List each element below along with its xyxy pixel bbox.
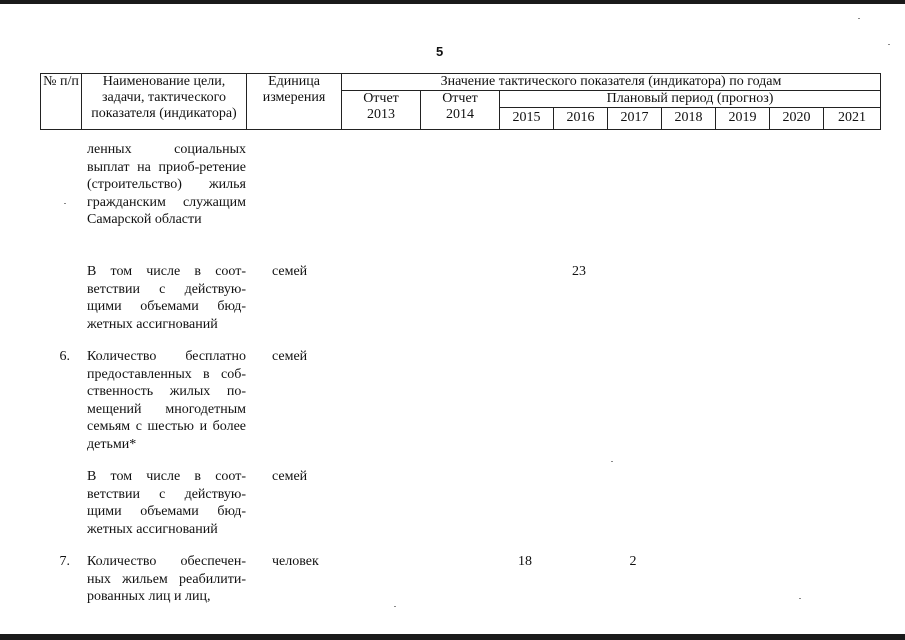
header-year: 2015 [500,108,554,130]
header-unit: Единица измерения [247,74,342,130]
scan-speck [611,461,613,462]
scan-speck [64,203,66,204]
top-border [0,0,905,4]
row-value-2015: 18 [518,554,532,569]
row-unit: семей [272,264,308,279]
header-year: 2019 [716,108,770,130]
scan-speck [888,44,890,45]
row-name: В том числе в соот-ветствии с действую-щими объемами бюд-жетных ассигнований [87,264,246,332]
row-name: Количество обеспечен-ных жильем реабилити-рованных лиц и лиц, [87,554,246,604]
row-name: Количество бесплатно предоставленных в соб-ственность жилых по-мещений многодетным семьям с шестью и более детьми* [87,349,246,452]
header-report-2014: Отчет 2014 [421,91,500,130]
header-report-2013: Отчет 2013 [342,91,421,130]
page-number: 5 [436,44,444,59]
row-value-2016: 23 [572,264,586,279]
row-number: 6. [59,349,70,364]
row-number: 7. [59,554,70,569]
header-values: Значение тактического показателя (индикатора) по годам [342,74,881,91]
scan-speck [858,18,860,19]
row-name: В том числе в соот-ветствии с действую-щими объемами бюд-жетных ассигнований [87,469,246,537]
header-plan-period: Плановый период (прогноз) [500,91,881,108]
scan-speck [394,606,396,607]
header-year: 2020 [770,108,824,130]
table-header [40,73,881,130]
row-unit: семей [272,469,308,484]
row-name: ленных социальных выплат на приоб-ретение (строительство) жилья гражданским служащим Самарской области [87,142,246,227]
header-year: 2018 [662,108,716,130]
row-unit: человек [272,554,319,569]
header-year: 2017 [608,108,662,130]
row-value-2017: 2 [629,554,637,569]
header-num: № п/п [41,74,82,130]
header-name: Наименование цели, задачи, тактического показателя (индикатора) [82,74,247,130]
header-year: 2016 [554,108,608,130]
scan-speck [799,598,801,599]
bottom-border [0,634,905,640]
header-year: 2021 [824,108,881,130]
row-unit: семей [272,349,308,364]
